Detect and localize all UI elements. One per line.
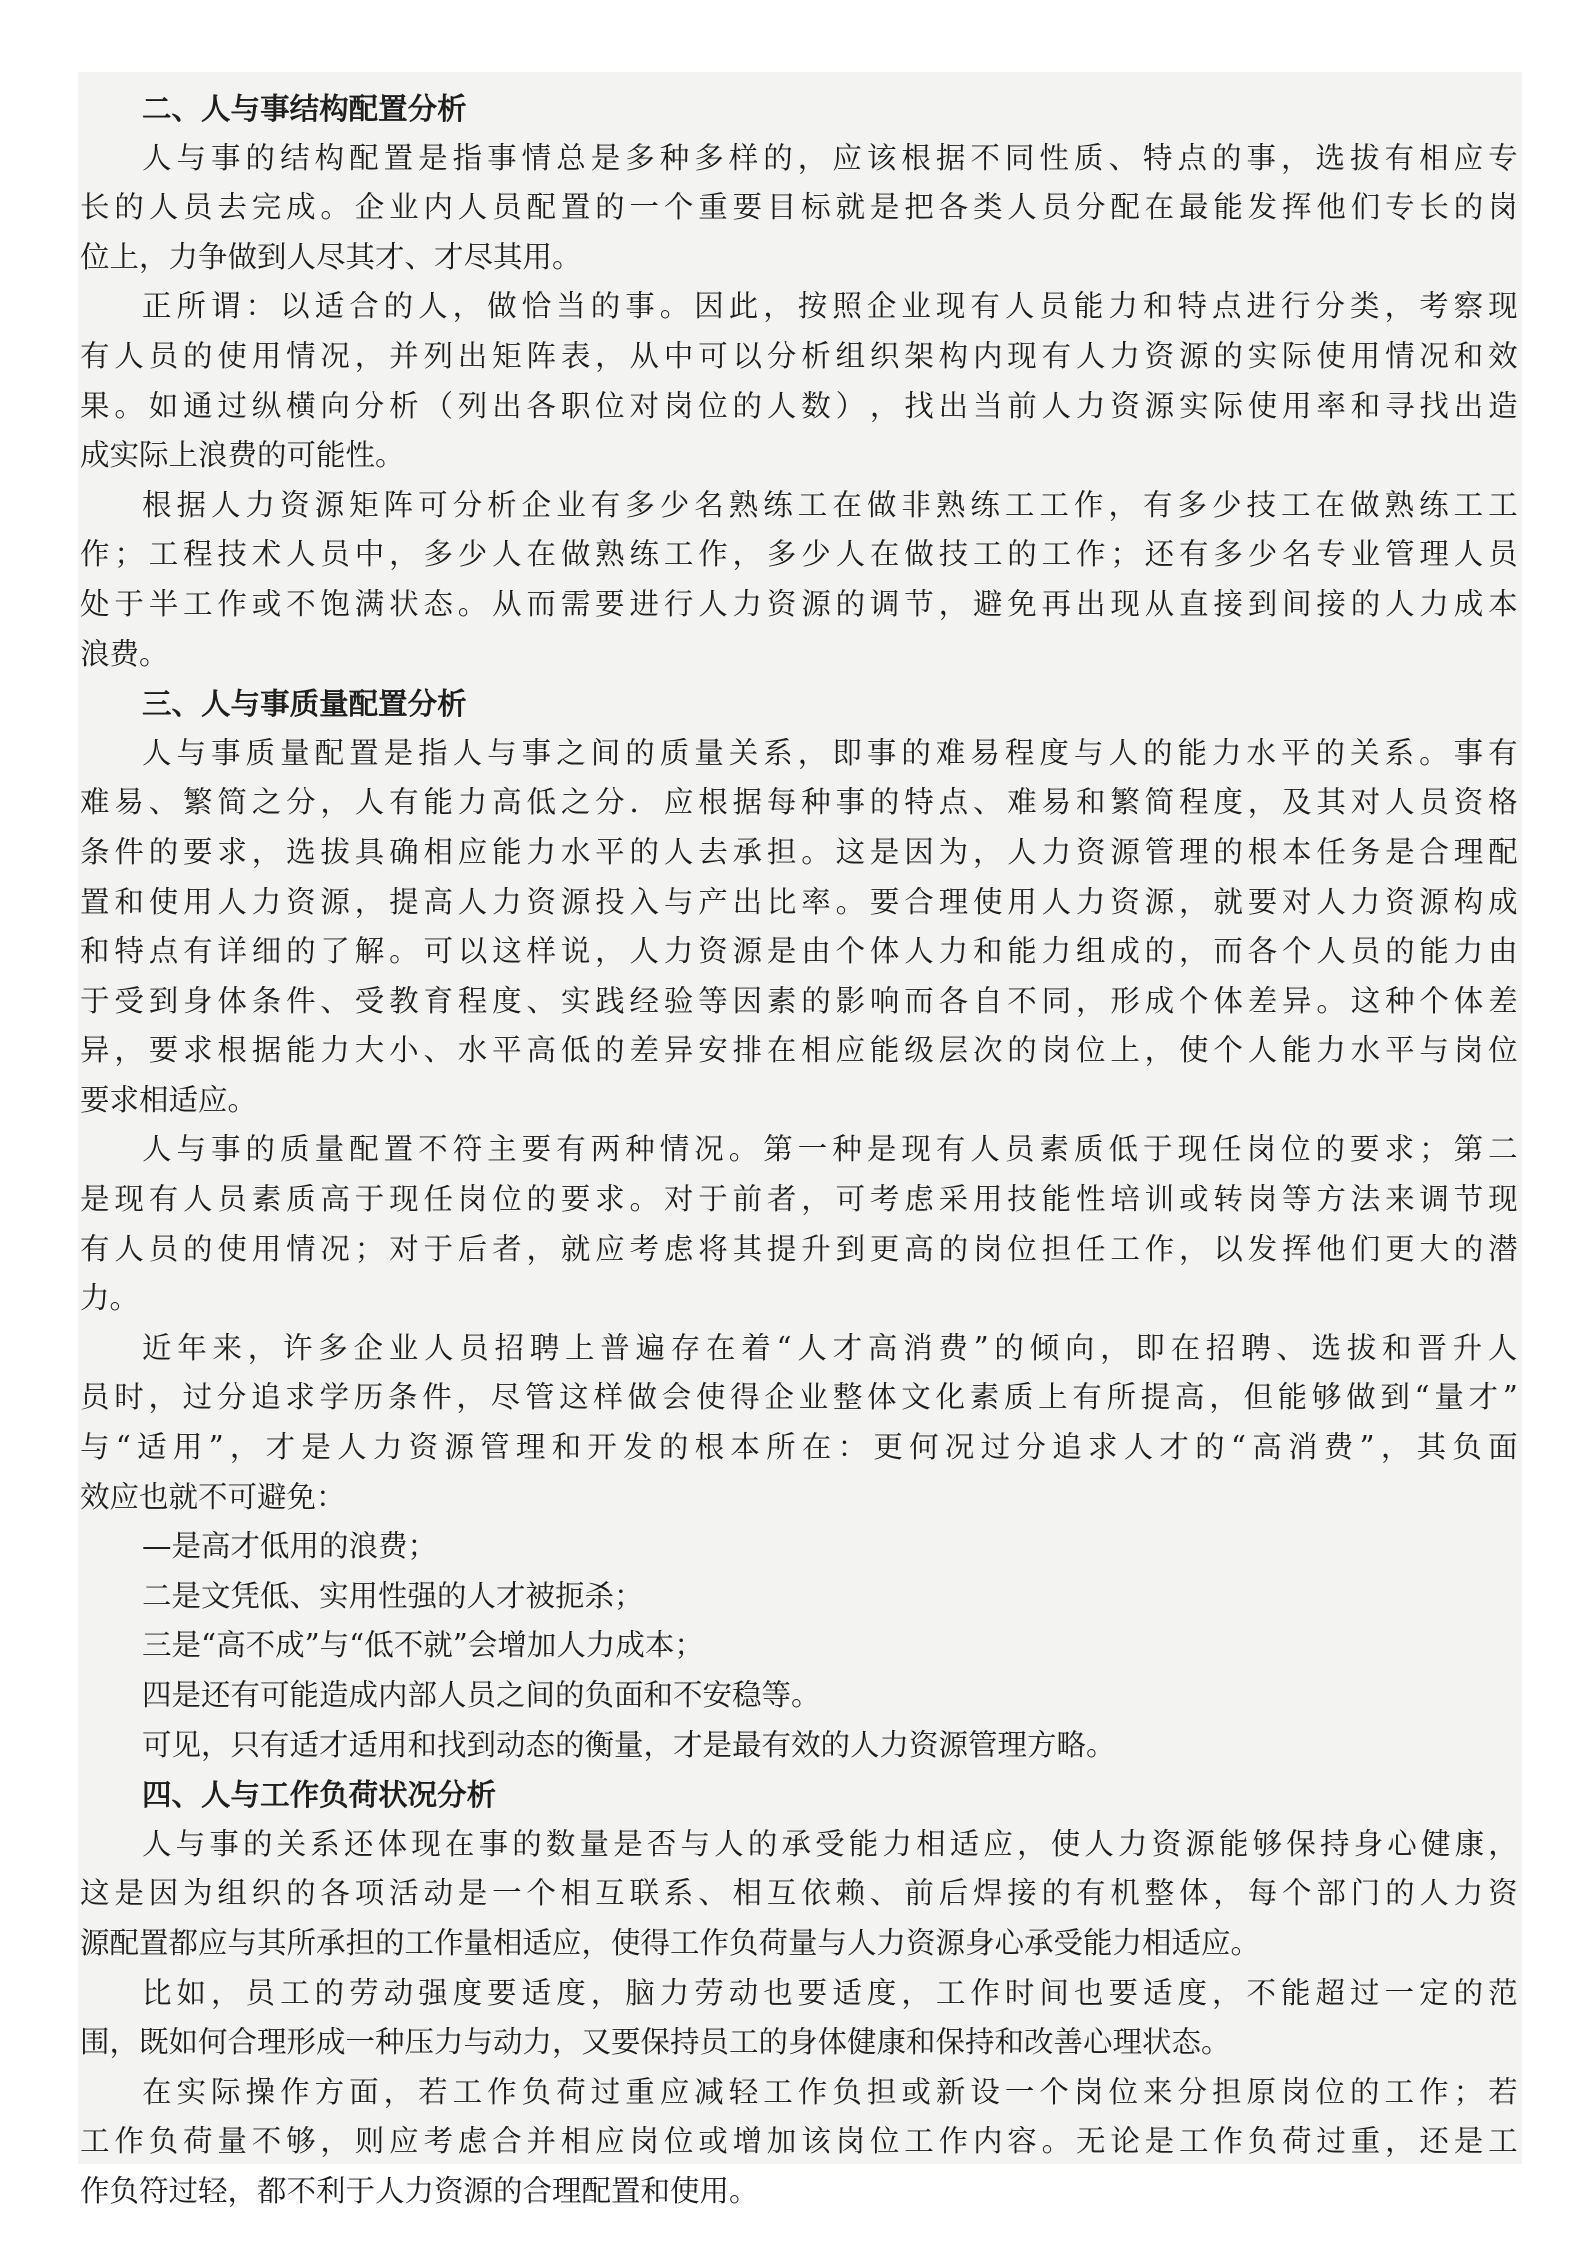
text-line: 这 是 因 为 组 织 的 各 项 活 动 是 一 个 相 互 联 系 、 相 互 依 赖 、 前 后 焊 接 的 有 机 整 体 ， 每 个 部 门 的 人 力 资 bbox=[80, 1876, 1518, 1911]
paragraph-last-line: 源配置都应与其所承担的工作量相适应，使得工作负荷量与人力资源身心承受能力相适应。 bbox=[80, 1925, 1261, 1960]
text-line: 是 现 有 人 员 素 质 高 于 现 任 岗 位 的 要 求 。 对 于 前 者 ， 可 考 虑 采 用 技 能 性 培 训 或 转 岗 等 方 法 来 调 节 现 bbox=[80, 1182, 1518, 1217]
section-heading: 四 、 人 与 工 作 负 荷 状 况 分 析 bbox=[142, 1777, 497, 1813]
section-heading: 二 、 人 与 事 结 构 配 置 分 析 bbox=[142, 91, 467, 126]
text-line: 条 件 的 要 求 ， 选 拔 具 确 相 应 能 力 水 平 的 人 去 承 担 。 这 是 因 为 ， 人 力 资 源 管 理 的 根 本 任 务 是 合 理 配 bbox=[80, 834, 1518, 869]
section-heading: 三 、 人 与 事 质 量 配 置 分 析 bbox=[142, 686, 467, 722]
paragraph-first-line: 人 与 事 的 结 构 配 置 是 指 事 情 总 是 多 种 多 样 的 ， 应 该 根 据 不 同 性 质 、 特 点 的 事 ， 选 拔 有 相 应 专 bbox=[142, 140, 1518, 175]
paragraph-first-line: 正 所 谓 ： 以 适 合 的 人 ， 做 恰 当 的 事 。 因 此 ， 按 照 企 业 现 有 人 员 能 力 和 特 点 进 行 分 类 ， 考 察 现 bbox=[142, 289, 1518, 324]
text-line: 果 。 如 通 过 纵 横 向 分 析 （ 列 出 各 职 位 对 岗 位 的 人 数 ） ， 找 出 当 前 人 力 资 源 实 际 使 用 率 和 寻 找 出 造 bbox=[80, 388, 1518, 423]
text-line: 长 的 人 员 去 完 成 。 企 业 内 人 员 配 置 的 一 个 重 要 目 标 就 是 把 各 类 人 员 分 配 在 最 能 发 挥 他 们 专 长 的 岗 bbox=[80, 190, 1518, 225]
text-line: 置 和 使 用 人 力 资 源 ， 提 高 人 力 资 源 投 入 与 产 出 比 率 。 要 合 理 使 用 人 力 资 源 ， 就 要 对 人 力 资 源 构 成 bbox=[80, 884, 1518, 919]
paragraph-last-line: 作负符过轻，都不利于人力资源的合理配置和使用。 bbox=[80, 2173, 759, 2208]
text-line: 处 于 半 工 作 或 不 饱 满 状 态 。 从 而 需 要 进 行 人 力 资 源 的 调 节 ， 避 免 再 出 现 从 直 接 到 间 接 的 人 力 成 本 bbox=[80, 586, 1518, 621]
paragraph-first-line: 人 与 事 质 量 配 置 是 指 人 与 事 之 间 的 质 量 关 系 ， 即 事 的 难 易 程 度 与 人 的 能 力 水 平 的 关 系 。 事 有 bbox=[142, 735, 1518, 770]
paragraph-first-line: 比 如 ， 员 工 的 劳 动 强 度 要 适 度 ， 脑 力 劳 动 也 要 适 度 ， 工 作 时 间 也 要 适 度 ， 不 能 超 过 一 定 的 范 bbox=[142, 1975, 1518, 2010]
list-item: 三是“高不成”与“低不就”会增加人力成本； bbox=[142, 1628, 704, 1663]
list-item: 可见，只有适才适用和找到动态的衡量，才是最有效的人力资源管理方略。 bbox=[142, 1727, 1116, 1762]
text-line: 与 “ 适 用 ” ， 才 是 人 力 资 源 管 理 和 开 发 的 根 本 所 在 ： 更 何 况 过 分 追 求 人 才 的 “ 高 消 费 ” ， 其 负 面 bbox=[80, 1430, 1518, 1465]
text-line: 有 人 员 的 使 用 情 况 ； 对 于 后 者 ， 就 应 考 虑 将 其 提 升 到 更 高 的 岗 位 担 任 工 作 ， 以 发 挥 他 们 更 大 的 潜 bbox=[80, 1231, 1518, 1266]
paragraph-last-line: 要求相适应。 bbox=[80, 1082, 258, 1117]
paragraph-last-line: 位上，力争做到人尽其才、才尽其用。 bbox=[80, 239, 582, 274]
list-item: 四是还有可能造成内部人员之间的负面和不安稳等。 bbox=[142, 1678, 821, 1712]
text-line: 难 易 、 繁 简 之 分 ， 人 有 能 力 高 低 之 分 ． 应 根 据 每 种 事 的 特 点 、 难 易 和 繁 简 程 度 ， 及 其 对 人 员 资 格 bbox=[80, 785, 1518, 820]
paragraph-first-line: 近 年 来 ， 许 多 企 业 人 员 招 聘 上 普 遍 存 在 着 “ 人 才 高 消 费 ” 的 倾 向 ， 即 在 招 聘 、 选 拔 和 晋 升 人 bbox=[142, 1330, 1518, 1365]
text-line: 作 ； 工 程 技 术 人 员 中 ， 多 少 人 在 做 熟 练 工 作 ， 多 少 人 在 做 技 工 的 工 作 ； 还 有 多 少 名 专 业 管 理 人 员 bbox=[80, 537, 1518, 572]
list-item: 二是文凭低、实用性强的人才被扼杀； bbox=[142, 1578, 644, 1613]
paragraph-last-line: 力。 bbox=[80, 1281, 140, 1316]
paragraph-first-line: 人 与 事 的 关 系 还 体 现 在 事 的 数 量 是 否 与 人 的 承 受 能 力 相 适 应 ， 使 人 力 资 源 能 够 保 持 身 心 健 康 ， bbox=[142, 1826, 1518, 1861]
text-line: 工 作 负 荷 量 不 够 ， 则 应 考 虑 合 并 相 应 岗 位 或 增 加 该 岗 位 工 作 内 容 。 无 论 是 工 作 负 荷 过 重 ， 还 是 工 bbox=[80, 2124, 1518, 2159]
text-line: 有 人 员 的 使 用 情 况 ， 并 列 出 矩 阵 表 ， 从 中 可 以 分 析 组 织 架 构 内 现 有 人 力 资 源 的 实 际 使 用 情 况 和 效 bbox=[80, 338, 1518, 373]
paragraph-last-line: 效应也就不可避免： bbox=[80, 1479, 346, 1514]
paragraph-first-line: 根 据 人 力 资 源 矩 阵 可 分 析 企 业 有 多 少 名 熟 练 工 在 做 非 熟 练 工 工 作 ， 有 多 少 技 工 在 做 熟 练 工 工 bbox=[142, 487, 1518, 522]
paragraph-first-line: 在 实 际 操 作 方 面 ， 若 工 作 负 荷 过 重 应 减 轻 工 作 负 担 或 新 设 一 个 岗 位 来 分 担 原 岗 位 的 工 作 ； 若 bbox=[142, 2074, 1518, 2109]
list-item: —是高才低用的浪费； bbox=[142, 1529, 438, 1564]
paragraph-first-line: 人 与 事 的 质 量 配 置 不 符 主 要 有 两 种 情 况 。 第 一 种 是 现 有 人 员 素 质 低 于 现 任 岗 位 的 要 求 ； 第 二 bbox=[142, 1132, 1518, 1167]
text-line: 和 特 点 有 详 细 的 了 解 。 可 以 这 样 说 ， 人 力 资 源 是 由 个 体 人 力 和 能 力 组 成 的 ， 而 各 个 人 员 的 能 力 由 bbox=[80, 934, 1518, 969]
text-line: 异 ， 要 求 根 据 能 力 大 小 、 水 平 高 低 的 差 异 安 排 在 相 应 能 级 层 次 的 岗 位 上 ， 使 个 人 能 力 水 平 与 岗 位 bbox=[80, 1033, 1518, 1068]
paragraph-last-line: 成实际上浪费的可能性。 bbox=[80, 438, 405, 473]
document-page bbox=[78, 72, 1522, 2208]
document-body bbox=[78, 84, 1522, 2217]
text-line: 员 时 ， 过 分 追 求 学 历 条 件 ， 尽 管 这 样 做 会 使 得 企 业 整 体 文 化 素 质 上 有 所 提 高 ， 但 能 够 做 到 “ 量 才 ” bbox=[80, 1380, 1518, 1415]
paragraph-last-line: 围，既如何合理形成一种压力与动力，又要保持员工的身体健康和保持和改善心理状态。 bbox=[80, 2025, 1231, 2060]
paragraph-last-line: 浪费。 bbox=[80, 636, 169, 671]
text-line: 于 受 到 身 体 条 件 、 受 教 育 程 度 、 实 践 经 验 等 因 素 的 影 响 而 各 自 不 同 ， 形 成 个 体 差 异 。 这 种 个 体 差 bbox=[80, 983, 1518, 1018]
